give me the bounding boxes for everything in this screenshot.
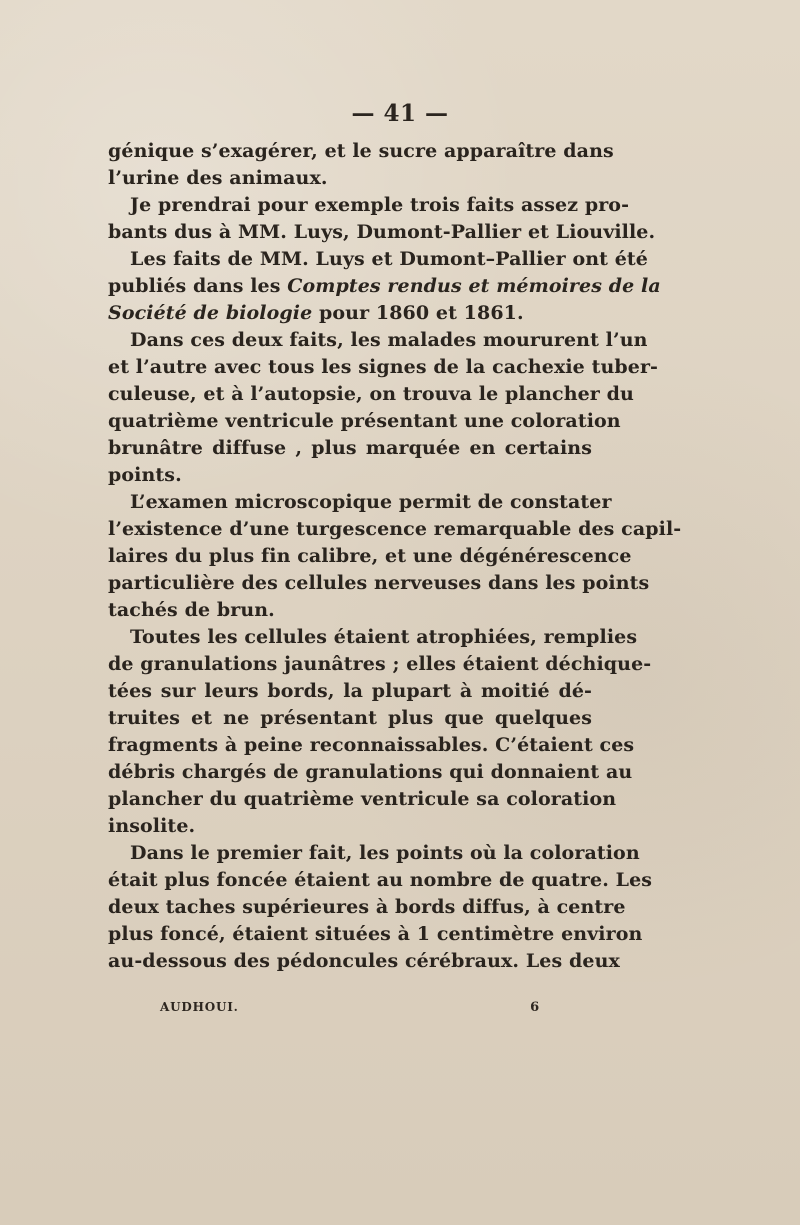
text-line: brunâtre diffuse , plus marquée en certains [108,437,592,459]
text-line: insolite. [108,815,196,837]
text-line: Dans le premier fait, les points où la coloration [130,842,640,864]
text-line: particulière des cellules nerveuses dans les points [108,572,650,594]
italic-text: Société de biologie [108,302,313,324]
text-line: plus foncé, étaient situées à 1 centimètre environ [108,923,643,945]
text-line [108,273,661,300]
text-line: tées sur leurs bords, la plupart à moitié dé- [108,680,592,702]
footer-author: AUDHOUI. [160,1000,239,1014]
text-line: Toutes les cellules étaient atrophiées, remplies [130,626,638,648]
text-line [108,300,592,327]
text-line: culeuse, et à l’autopsie, on trouva le plancher du [108,383,634,405]
text-line: points. [108,464,182,486]
text-line: deux taches supérieures à bords diffus, à centre [108,896,626,918]
text-line: Je prendrai pour exemple trois faits assez pro- [130,194,630,216]
text-line: et l’autre avec tous les signes de la cachexie tuber- [108,356,659,378]
text-segment: publiés dans les [108,275,288,297]
body-text [108,138,682,975]
text-segment: pour 1860 et 1861. [312,302,524,324]
text-line: de granulations jaunâtres ; elles étaient déchique- [108,653,652,675]
text-line: fragments à peine reconnaissables. C’étaient ces [108,734,635,756]
footer-signature-mark: 6 [530,1000,540,1015]
text-line: Les faits de MM. Luys et Dumont–Pallier ont été [130,248,648,270]
text-line: truites et ne présentant plus que quelques [108,707,592,729]
text-line: débris chargés de granulations qui donnaient au [108,761,633,783]
text-line: au-dessous des pédoncules cérébraux. Les deux [108,950,620,972]
text-line: Dans ces deux faits, les malades moururent l’un [130,329,648,351]
text-line: génique s’exagérer, et le sucre apparaître dans [108,140,614,162]
text-line: l’existence d’une turgescence remarquable des capil- [108,518,682,540]
text-line: quatrième ventricule présentant une coloration [108,410,621,432]
page-number: — 41 — [351,100,449,127]
text-line: plancher du quatrième ventricule sa coloration [108,788,617,810]
italic-text: Comptes rendus et mémoires de la [287,275,661,297]
text-line: laires du plus fin calibre, et une dégénérescence [108,545,632,567]
page-footer [160,1000,540,1020]
text-line: L’examen microscopique permit de constater [130,491,612,513]
text-line: bants dus à MM. Luys, Dumont-Pallier et Liouville. [108,221,656,243]
text-line: tachés de brun. [108,599,275,621]
text-line: l’urine des animaux. [108,167,328,189]
text-line: était plus foncée étaient au nombre de quatre. Les [108,869,653,891]
